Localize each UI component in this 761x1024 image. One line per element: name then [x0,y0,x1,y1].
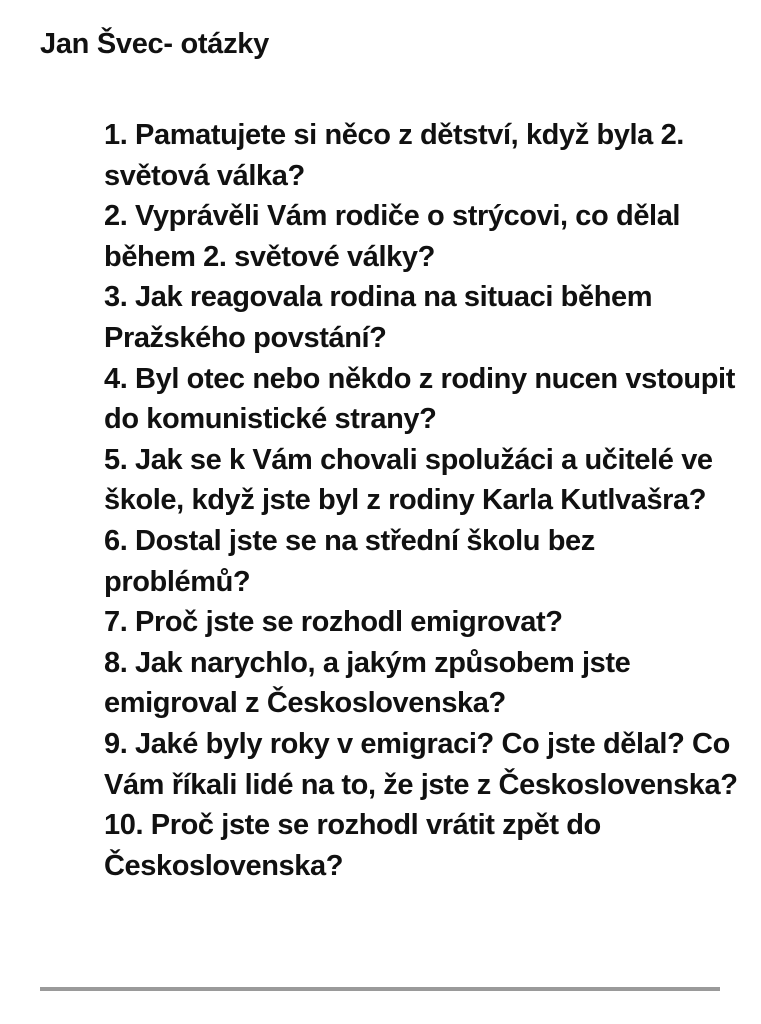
question-4: 4. Byl otec nebo někdo z rodiny nucen vstoupit do komunistické strany? [104,362,735,436]
document-title: Jan Švec- otázky [40,28,269,60]
question-3: 3. Jak reagovala rodina na situaci během Pražského povstání? [104,281,653,354]
question-8: 8. Jak narychlo, a jakým způsobem jste emigroval z Československa? [104,646,631,720]
question-2: 2. Vyprávěli Vám rodiče o strýcovi, co dělal během 2. světové války? [104,200,681,273]
question-6: 6. Dostal jste se na střední školu bez problémů? [104,524,595,598]
question-5: 5. Jak se k Vám chovali spolužáci a učitelé ve škole, když jste byl z rodiny Karla Kutlvašra? [104,443,713,517]
question-1: 1. Pamatujete si něco z dětství, když byla 2. světová válka? [104,119,684,192]
bottom-divider [40,987,720,991]
question-list [104,115,744,886]
question-10: 10. Proč jste se rozhodl vrátit zpět do Československa? [104,809,601,882]
question-7: 7. Proč jste se rozhodl emigrovat? [104,606,563,639]
question-9: 9. Jaké byly roky v emigraci? Co jste dělal? Co Vám říkali lidé na to, že jste z Československa? [104,727,738,801]
